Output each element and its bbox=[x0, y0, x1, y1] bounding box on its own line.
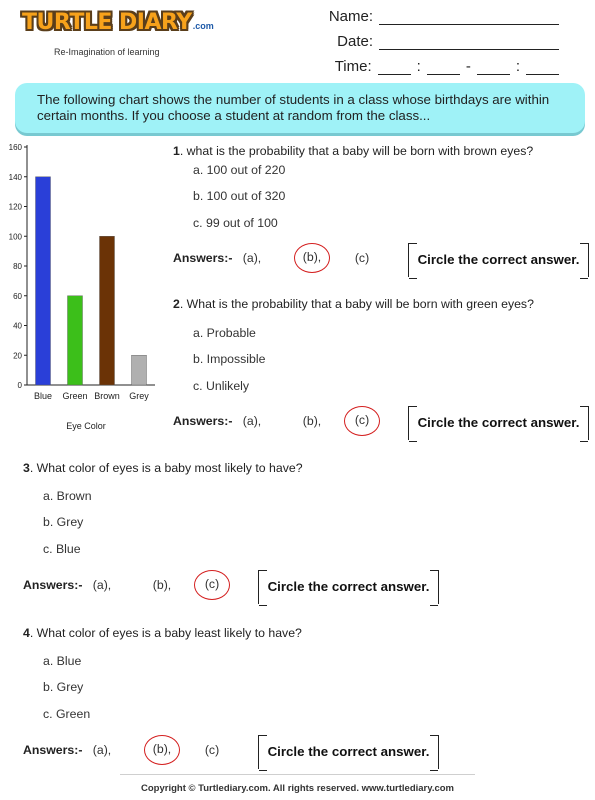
logo-tagline: Re-Imagination of learning bbox=[54, 47, 160, 57]
question-4-instruction: Circle the correct answer. bbox=[258, 735, 439, 769]
y-tick-label: 160 bbox=[8, 143, 22, 152]
question-1-answer-a[interactable]: (a), bbox=[242, 251, 262, 265]
question-3-option-a: a. Brown bbox=[43, 489, 92, 503]
question-4-answer-a[interactable]: (a), bbox=[92, 743, 112, 757]
time-field-1[interactable] bbox=[378, 59, 411, 75]
eye-color-bar-chart bbox=[0, 140, 170, 440]
question-2-answers-label: Answers:- bbox=[173, 414, 233, 428]
question-3-answer-c-circled[interactable]: (c) bbox=[194, 570, 230, 600]
y-tick-label: 40 bbox=[13, 321, 22, 331]
question-3-answers-label: Answers:- bbox=[23, 578, 83, 592]
question-4-option-c: c. Green bbox=[43, 707, 91, 721]
turtle-diary-logo bbox=[22, 10, 222, 60]
question-2-option-c: c. Unlikely bbox=[193, 379, 250, 393]
y-tick-label: 100 bbox=[8, 232, 22, 242]
question-4-answers-label: Answers:- bbox=[23, 743, 83, 757]
question-2-option-b: b. Impossible bbox=[193, 352, 266, 366]
question-3-answer-b[interactable]: (b), bbox=[152, 578, 172, 592]
question-3-text: . What color of eyes is a baby most likely to have? bbox=[29, 461, 303, 475]
date-field[interactable] bbox=[379, 34, 559, 50]
question-2 bbox=[173, 297, 534, 311]
intro-banner bbox=[15, 83, 585, 133]
question-1-number: 1 bbox=[173, 144, 180, 158]
question-1-text: . what is the probability that a baby will be born with brown eyes? bbox=[179, 144, 534, 158]
name-row bbox=[329, 8, 559, 25]
y-tick-label: 60 bbox=[13, 291, 22, 301]
question-3-instruction: Circle the correct answer. bbox=[258, 570, 439, 604]
question-4-text: . What color of eyes is a baby least likely to have? bbox=[29, 626, 302, 640]
question-3-answer-a[interactable]: (a), bbox=[92, 578, 112, 592]
question-2-instruction: Circle the correct answer. bbox=[408, 406, 589, 440]
bar-blue bbox=[36, 177, 51, 385]
question-4-option-a: a. Blue bbox=[43, 654, 82, 668]
question-1 bbox=[173, 144, 533, 158]
name-field[interactable] bbox=[379, 9, 559, 25]
time-field-4[interactable] bbox=[526, 59, 559, 75]
time-label: Time: bbox=[334, 58, 372, 75]
logo-wordmark: TURTLE DIARY bbox=[22, 10, 192, 35]
question-2-answer-a[interactable]: (a), bbox=[242, 414, 262, 428]
question-4-answer-b-circled[interactable]: (b), bbox=[144, 735, 180, 765]
question-1-instruction: Circle the correct answer. bbox=[408, 243, 589, 277]
date-label: Date: bbox=[337, 33, 373, 50]
question-4 bbox=[23, 626, 302, 640]
question-2-option-a: a. Probable bbox=[193, 326, 256, 340]
question-1-answer-b-circled[interactable]: (b), bbox=[294, 243, 330, 273]
question-2-text: . What is the probability that a baby will be born with green eyes? bbox=[179, 297, 534, 311]
x-tick-label: Green bbox=[62, 391, 88, 401]
question-1-option-b: b. 100 out of 320 bbox=[193, 189, 286, 203]
y-tick-label: 0 bbox=[17, 381, 22, 390]
bar-grey bbox=[132, 355, 147, 385]
copyright-footer: Copyright © Turtlediary.com. All rights reserved. www.turtlediary.com bbox=[141, 783, 454, 794]
question-4-option-b: b. Grey bbox=[43, 680, 84, 694]
x-tick-label: Blue bbox=[33, 391, 53, 401]
footer-divider bbox=[120, 774, 475, 775]
question-3-number: 3 bbox=[23, 461, 30, 475]
y-tick-label: 20 bbox=[13, 351, 22, 361]
name-label: Name: bbox=[328, 8, 373, 25]
question-2-answer-c-circled[interactable]: (c) bbox=[344, 406, 380, 436]
question-1-option-a: a. 100 out of 220 bbox=[193, 163, 286, 177]
question-1-answers-label: Answers:- bbox=[173, 251, 233, 265]
question-4-answer-c[interactable]: (c) bbox=[204, 743, 220, 757]
question-3 bbox=[23, 461, 303, 475]
x-tick-label: Brown bbox=[94, 391, 120, 401]
question-1-option-c: c. 99 out of 100 bbox=[193, 216, 278, 230]
time-colon-1: : bbox=[416, 58, 421, 75]
time-field-2[interactable] bbox=[427, 59, 460, 75]
time-colon-2: : bbox=[515, 58, 520, 75]
time-dash: - bbox=[465, 58, 471, 75]
intro-text: The following chart shows the number of students in a class whose birthdays are within certain months. If you choose a student at random from the class... bbox=[37, 92, 550, 123]
question-1-answer-c[interactable]: (c) bbox=[354, 251, 370, 265]
question-3-option-c: c. Blue bbox=[43, 542, 81, 556]
logo-domain: .com bbox=[192, 21, 214, 31]
y-tick-label: 120 bbox=[8, 202, 22, 212]
time-field-3[interactable] bbox=[477, 59, 510, 75]
bar-brown bbox=[100, 236, 115, 385]
y-tick-label: 80 bbox=[13, 262, 22, 271]
question-2-answer-b[interactable]: (b), bbox=[302, 414, 322, 428]
question-2-number: 2 bbox=[173, 297, 180, 311]
x-tick-label: Grey bbox=[129, 391, 149, 401]
question-4-number: 4 bbox=[23, 626, 30, 640]
y-tick-label: 140 bbox=[8, 172, 22, 182]
time-row bbox=[335, 58, 559, 75]
bar-green bbox=[68, 296, 83, 385]
x-axis-label: Eye Color bbox=[66, 421, 106, 431]
question-3-option-b: b. Grey bbox=[43, 515, 84, 529]
date-row bbox=[337, 33, 559, 50]
